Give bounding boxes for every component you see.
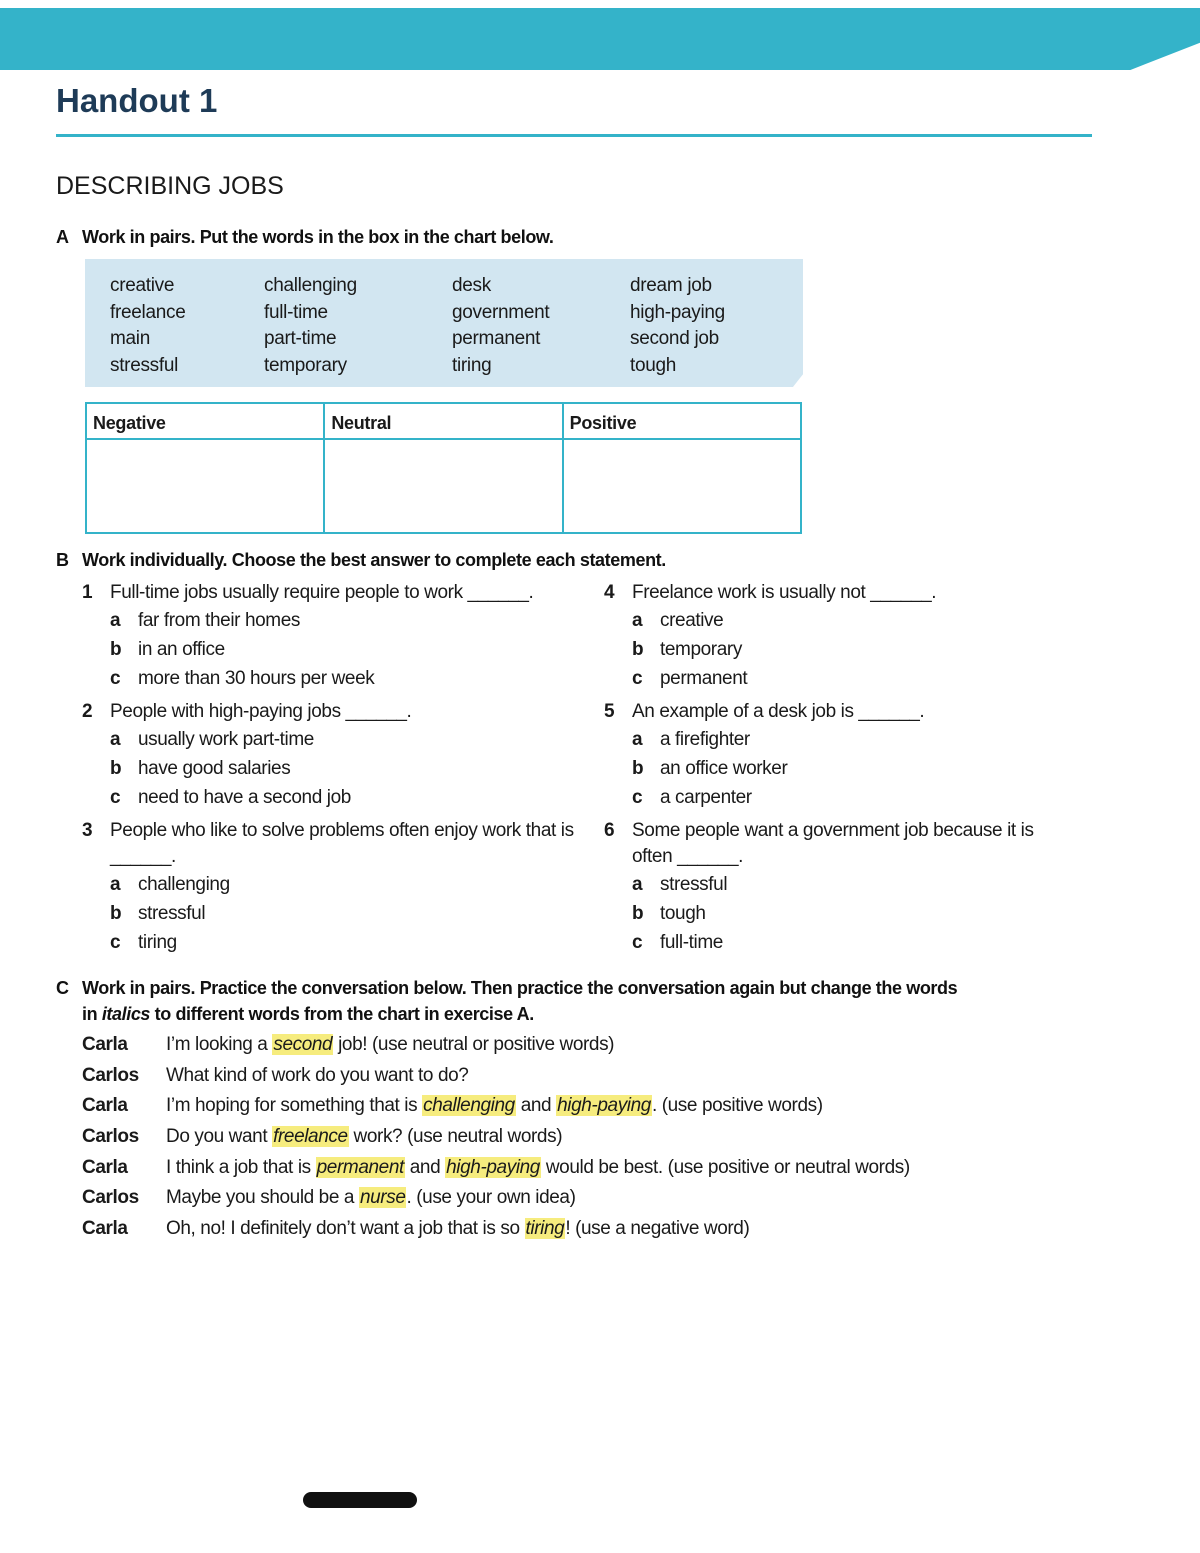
dialog-fragment: job! (use neutral or positive words) (333, 1034, 615, 1056)
option-letter: b (632, 903, 644, 924)
chart-header-neutral: Neutral (324, 403, 562, 439)
answer-option[interactable] (82, 754, 582, 783)
question (604, 699, 1074, 812)
word-box-item: full-time (264, 301, 328, 323)
dialog-fragment: . (use your own idea) (406, 1187, 576, 1209)
question-text: An example of a desk job is ______. (632, 701, 925, 722)
highlighted-word: nurse (359, 1187, 406, 1209)
option-text: stressful (138, 903, 206, 924)
question-text: Some people want a government job because it is often ______. (632, 820, 1034, 867)
answer-option[interactable] (604, 725, 1074, 754)
word-box-item: creative (110, 275, 175, 296)
word-box-item: second job (630, 328, 719, 349)
option-letter: b (632, 758, 644, 779)
dialog-line (82, 1091, 910, 1122)
answer-option[interactable] (82, 783, 582, 812)
option-text: an office worker (660, 758, 788, 779)
exercise-b-instruction (56, 550, 666, 571)
highlighted-word: tiring (525, 1217, 565, 1239)
question-text: People who like to solve problems often enjoy work that is ______. (110, 820, 574, 867)
question (82, 580, 582, 693)
questions-left-column (82, 580, 582, 963)
option-letter: b (110, 639, 122, 660)
answer-option[interactable] (604, 606, 1074, 635)
option-text: more than 30 hours per week (138, 668, 375, 689)
option-text: tough (660, 903, 706, 924)
question-text: Freelance work is usually not ______. (632, 582, 937, 603)
option-letter: c (632, 787, 643, 808)
answer-option[interactable] (604, 783, 1074, 812)
question-number: 1 (82, 582, 93, 603)
dialog-fragment: Maybe you should be a (166, 1187, 359, 1209)
option-letter: a (632, 729, 643, 750)
answer-option[interactable] (82, 635, 582, 664)
question (604, 818, 1074, 957)
question (604, 580, 1074, 693)
option-letter: a (110, 610, 121, 631)
highlighted-word: freelance (273, 1126, 348, 1148)
option-text: usually work part-time (138, 729, 314, 750)
question-number: 2 (82, 701, 93, 722)
answer-option[interactable] (82, 899, 582, 928)
dialog-line (82, 1152, 910, 1183)
question-text: People with high-paying jobs ______. (110, 701, 412, 722)
option-text: permanent (660, 668, 748, 689)
option-letter: c (110, 932, 121, 953)
speaker-name: Carlos (82, 1126, 139, 1148)
dialog-line (82, 1061, 910, 1092)
dialog-fragment: I’m hoping for something that is (166, 1095, 423, 1117)
question-stem (82, 699, 582, 725)
italics-word: italics (101, 1004, 151, 1024)
answer-option[interactable] (604, 664, 1074, 693)
dialog-text (166, 1157, 910, 1179)
question (82, 699, 582, 812)
word-box-item: dream job (630, 275, 712, 296)
handout-title: Handout 1 (56, 82, 218, 119)
option-text: in an office (138, 639, 225, 660)
question-number: 3 (82, 820, 93, 841)
option-letter: b (110, 903, 122, 924)
speaker-name: Carla (82, 1156, 128, 1178)
option-text: full-time (660, 932, 723, 953)
option-letter: c (110, 787, 121, 808)
page-footer-bar (303, 1492, 417, 1508)
dialog-fragment: work? (use neutral words) (348, 1126, 563, 1148)
word-box-item: high-paying (630, 301, 725, 323)
option-text: challenging (138, 874, 230, 895)
option-text: creative (660, 610, 724, 631)
option-letter: b (110, 758, 122, 779)
chart-header-positive: Positive (563, 403, 801, 439)
question-stem (82, 580, 582, 606)
word-box-item: part-time (264, 328, 337, 349)
chart-cell-positive[interactable] (563, 439, 801, 533)
answer-option[interactable] (82, 928, 582, 957)
option-letter: c (632, 932, 643, 953)
option-letter: a (632, 874, 643, 895)
sort-chart (85, 402, 802, 534)
word-box-item: permanent (452, 328, 541, 349)
dialog-line (82, 1030, 910, 1061)
dialog-text (166, 1126, 562, 1148)
exercise-letter: A (56, 227, 69, 247)
question-stem (604, 580, 1074, 606)
dialog-text (166, 1065, 468, 1087)
dialog-fragment: Oh, no! I definitely don’t want a job that is so (166, 1217, 525, 1239)
word-box-item: freelance (110, 301, 186, 323)
option-text: a firefighter (660, 729, 750, 750)
header-bar (0, 8, 1200, 70)
exercise-c-instruction (56, 975, 957, 1027)
word-box-item: stressful (110, 354, 179, 376)
option-letter: a (110, 874, 121, 895)
dialog-text (166, 1218, 749, 1240)
option-text: far from their homes (138, 610, 300, 631)
answer-option[interactable] (604, 635, 1074, 664)
dialog-fragment: I’m looking a (166, 1034, 273, 1056)
dialog-fragment: and (515, 1095, 557, 1117)
question-stem (604, 818, 1074, 870)
option-letter: a (632, 610, 643, 631)
dialog-fragment: . (use positive words) (651, 1095, 823, 1117)
option-letter: c (110, 668, 121, 689)
conversation (82, 1030, 910, 1244)
word-box-item: government (452, 301, 550, 323)
title-divider (56, 134, 1092, 137)
question-text: Full-time jobs usually require people to work ______. (110, 582, 534, 603)
dialog-fragment: Do you want (166, 1126, 273, 1148)
instruction-text: Work in pairs. Practice the conversation below. Then practice the conversation again but change the words (82, 978, 958, 998)
dialog-fragment: and (404, 1156, 446, 1178)
dialog-line (82, 1183, 910, 1214)
dialog-fragment: ! (use a negative word) (565, 1217, 750, 1239)
dialog-text (166, 1187, 576, 1209)
section-title: DESCRIBING JOBS (56, 172, 284, 200)
option-text: temporary (660, 639, 742, 660)
question-number: 5 (604, 701, 615, 722)
exercise-a-instruction (56, 227, 553, 248)
word-box-item: temporary (264, 354, 347, 376)
dialog-text (166, 1034, 614, 1056)
answer-option[interactable] (604, 870, 1074, 899)
speaker-name: Carla (82, 1034, 128, 1056)
chart-cell-neutral[interactable] (324, 439, 562, 533)
instruction-text: Work in pairs. Put the words in the box in the chart below. (82, 227, 554, 247)
speaker-name: Carlos (82, 1064, 139, 1086)
highlighted-word: challenging (423, 1095, 515, 1117)
question-stem (82, 818, 582, 870)
option-text: tiring (138, 932, 177, 953)
question-number: 6 (604, 820, 615, 841)
option-letter: c (632, 668, 643, 689)
question-number: 4 (604, 582, 615, 603)
exercise-letter: C (56, 978, 69, 998)
dialog-fragment: What kind of work do you want to do? (166, 1064, 469, 1086)
dialog-fragment: I think a job that is (166, 1156, 316, 1178)
chart-cell-negative[interactable] (86, 439, 324, 533)
answer-option[interactable] (604, 928, 1074, 957)
word-box-item: desk (452, 275, 491, 296)
answer-option[interactable] (604, 899, 1074, 928)
questions-right-column (604, 580, 1074, 963)
answer-option[interactable] (82, 725, 582, 754)
chart-header-negative: Negative (86, 403, 324, 439)
option-text: a carpenter (660, 787, 752, 808)
instruction-continuation: in italics to different words from the chart in exercise A. (82, 1004, 534, 1024)
answer-option[interactable] (82, 606, 582, 635)
answer-option[interactable] (82, 870, 582, 899)
speaker-name: Carlos (82, 1187, 139, 1209)
question (82, 818, 582, 957)
instruction-text: Work individually. Choose the best answer to complete each statement. (82, 550, 666, 570)
speaker-name: Carla (82, 1095, 128, 1117)
option-text: stressful (660, 874, 728, 895)
dialog-line (82, 1214, 910, 1245)
dialog-fragment: would be best. (use positive or neutral words) (540, 1156, 910, 1178)
word-box-item: main (110, 328, 150, 349)
question-stem (604, 699, 1074, 725)
speaker-name: Carla (82, 1217, 128, 1239)
dialog-line (82, 1122, 910, 1153)
word-box-item: tiring (452, 354, 492, 376)
option-letter: b (632, 639, 644, 660)
highlighted-word: high-paying (557, 1095, 651, 1117)
highlighted-word: second (273, 1034, 333, 1056)
option-text: need to have a second job (138, 787, 351, 808)
option-text: have good salaries (138, 758, 291, 779)
word-box-item: challenging (264, 275, 357, 296)
exercise-letter: B (56, 550, 69, 570)
word-box-item: tough (630, 354, 677, 376)
answer-option[interactable] (82, 664, 582, 693)
highlighted-word: high-paying (446, 1156, 540, 1178)
answer-option[interactable] (604, 754, 1074, 783)
dialog-text (166, 1095, 823, 1117)
highlighted-word: permanent (316, 1156, 404, 1178)
word-box-grid (110, 274, 800, 377)
option-letter: a (110, 729, 121, 750)
